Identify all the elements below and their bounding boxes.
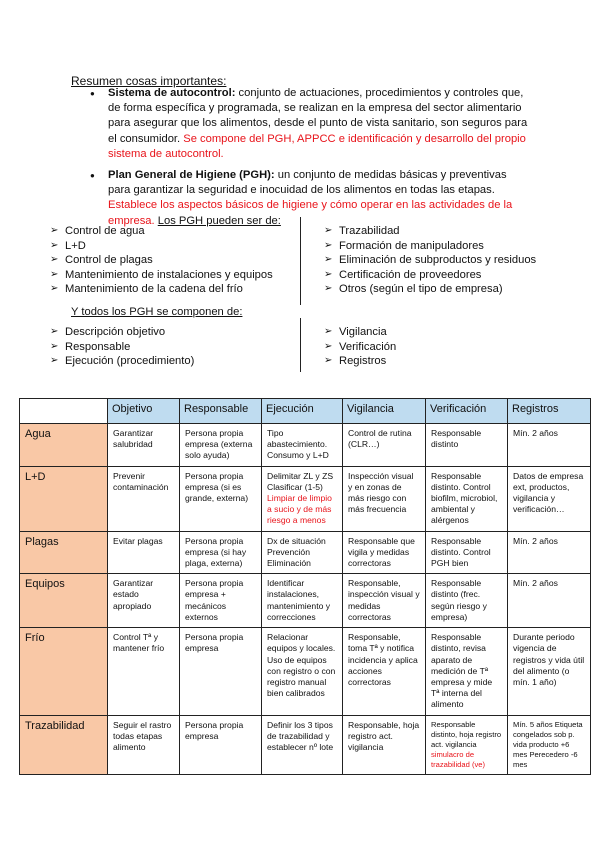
pgh-type-item: ➢ L+D [50, 239, 273, 254]
table-cell: Responsable distinto [426, 424, 508, 467]
table-cell: Persona propia empresa [180, 628, 262, 715]
bullet-autocontrol [90, 86, 530, 162]
pgh-type-item: ➢ Mantenimiento de la cadena del frío [50, 282, 273, 297]
table-cell: Garantizar estado apropiado [108, 574, 180, 628]
table-row [20, 715, 591, 774]
components-left [50, 325, 194, 369]
pgh-type-item: ➢ Otros (según el tipo de empresa) [324, 282, 536, 297]
table-cell: Persona propia empresa (si es grande, externa) [180, 466, 262, 531]
table-cell: Mín. 2 años [508, 424, 591, 467]
table-cell [426, 715, 508, 774]
table-cell: Garantizar salubridad [108, 424, 180, 467]
pgh-type-item: ➢ Control de agua [50, 224, 273, 239]
definition-pgh: un conjunto de medidas básicas y preventivas para garantizar la seguridad e inocuidad de los alimentos en todas las etapas. [108, 169, 507, 197]
cell-note: Limpiar de limpio a sucio y de más riesgo a menos [267, 493, 332, 526]
table-cell: Dx de situación Prevención Eliminación [262, 531, 343, 574]
component-item: ➢ Registros [324, 354, 396, 369]
header-objetivo: Objetivo [108, 399, 180, 424]
row-label-frio: Frío [20, 628, 108, 715]
cell-text: Delimitar ZL y ZS Clasificar (1-5) [267, 470, 334, 492]
column-divider [300, 217, 301, 305]
header-vigilancia: Vigilancia [343, 399, 426, 424]
table-cell: Seguir el rastro todas etapas alimento [108, 715, 180, 774]
header-verificacion: Verificación [426, 399, 508, 424]
row-label-trazabilidad: Trazabilidad [20, 715, 108, 774]
row-label-agua: Agua [20, 424, 108, 467]
bullet-pgh [90, 168, 530, 229]
table-cell: Responsable, toma Tª y notifica incidencia y aplica acciones correctoras [343, 628, 426, 715]
column-divider [300, 318, 301, 372]
table-cell [262, 466, 343, 531]
term-pgh: Plan General de Higiene (PGH): [108, 169, 275, 182]
summary-title: Resumen cosas importantes: [71, 74, 227, 88]
header-registros: Registros [508, 399, 591, 424]
cell-note: simulacro de trazabilidad (ve) [431, 749, 486, 769]
pgh-type-item: ➢ Certificación de proveedores [324, 268, 536, 283]
table-cell: Tipo abastecimiento. Consumo y L+D [262, 424, 343, 467]
table-row [20, 466, 591, 531]
term-autocontrol: Sistema de autocontrol: [108, 87, 236, 99]
summary-bullets [90, 86, 530, 235]
pgh-type-item: ➢ Formación de manipuladores [324, 239, 536, 254]
header-ejecucion: Ejecución [262, 399, 343, 424]
component-item: ➢ Descripción objetivo [50, 325, 194, 340]
table-cell: Mín. 2 años [508, 531, 591, 574]
table-cell: Control Tª y mantener frío [108, 628, 180, 715]
pgh-type-item: ➢ Eliminación de subproductos y residuos [324, 253, 536, 268]
table-cell: Persona propia empresa [180, 715, 262, 774]
table-cell: Relacionar equipos y locales. Uso de equipos con registro o con registro manual bien calibrados [262, 628, 343, 715]
table-cell: Durante periodo vigencia de registros y vida útil del alimento (o mín. 1 año) [508, 628, 591, 715]
component-item: ➢ Vigilancia [324, 325, 396, 340]
component-item: ➢ Verificación [324, 340, 396, 355]
table-cell: Responsable distinto (frec. según riesgo y empresa) [426, 574, 508, 628]
table-row [20, 531, 591, 574]
pgh-summary-table [19, 398, 591, 775]
table-cell: Mín. 2 años [508, 574, 591, 628]
corner-cell [20, 399, 108, 424]
components-right [324, 325, 396, 369]
note-autocontrol: Se compone del PGH, APPCC e identificación y desarrollo del propio sistema de autocontrol. [108, 132, 526, 160]
component-item: ➢ Ejecución (procedimiento) [50, 354, 194, 369]
row-label-plagas: Plagas [20, 531, 108, 574]
pgh-types-left [50, 224, 273, 297]
pgh-type-item: ➢ Trazabilidad [324, 224, 536, 239]
table-cell: Persona propia empresa (si hay plaga, externa) [180, 531, 262, 574]
table-cell: Datos de empresa ext, productos, vigilancia y verificación… [508, 466, 591, 531]
table-cell: Responsable que vigila y medidas correctoras [343, 531, 426, 574]
pgh-types-lead: Los PGH pueden ser de: [157, 214, 281, 227]
component-item: ➢ Responsable [50, 340, 194, 355]
header-responsable: Responsable [180, 399, 262, 424]
table-cell: Mín. 5 años Etiqueta congelados sob p. vida producto +6 mes Perecedero -6 mes [508, 715, 591, 774]
table-header-row [20, 399, 591, 424]
table-cell: Identificar instalaciones, mantenimiento y correcciones [262, 574, 343, 628]
table-cell: Responsable distinto. Control biofilm, microbiol, ambiental y alérgenos [426, 466, 508, 531]
table-row [20, 628, 591, 715]
note-pgh: Establece los aspectos básicos de higiene y cómo operar en las actividades de la empresa. [108, 199, 513, 227]
pgh-types-right [324, 224, 536, 297]
table-cell: Inspección visual y en zonas de más riesgo con más frecuencia [343, 466, 426, 531]
table-cell: Control de rutina (CLR…) [343, 424, 426, 467]
cell-text: Responsable distinto, hoja registro act. vigilancia [431, 719, 502, 749]
row-label-equipos: Equipos [20, 574, 108, 628]
table-cell: Prevenir contaminación [108, 466, 180, 531]
table-cell: Evitar plagas [108, 531, 180, 574]
table-row [20, 574, 591, 628]
row-label-ld: L+D [20, 466, 108, 531]
table-row [20, 424, 591, 467]
table-cell: Persona propia empresa + mecánicos externos [180, 574, 262, 628]
pgh-type-item: ➢ Mantenimiento de instalaciones y equipos [50, 268, 273, 283]
table-cell: Persona propia empresa (externa solo ayuda) [180, 424, 262, 467]
table-cell: Responsable, hoja registro act. vigilancia [343, 715, 426, 774]
pgh-type-item: ➢ Control de plagas [50, 253, 273, 268]
table-cell: Responsable distinto. Control PGH bien [426, 531, 508, 574]
table-cell: Responsable distinto, revisa aparato de medición de Tª empresa y mide Tª interna del alimento [426, 628, 508, 715]
table-cell: Definir los 3 tipos de trazabilidad y establecer nº lote [262, 715, 343, 774]
components-title: Y todos los PGH se componen de: [71, 306, 243, 318]
table-cell: Responsable, inspección visual y medidas correctoras [343, 574, 426, 628]
definition-autocontrol: conjunto de actuaciones, procedimientos y controles que, de forma específica y programada, se realizan en la empresa del sector alimentario para asegurar que los alimentos, desde el punto de vista sanitario, son seguros para el consumidor. [108, 87, 528, 145]
